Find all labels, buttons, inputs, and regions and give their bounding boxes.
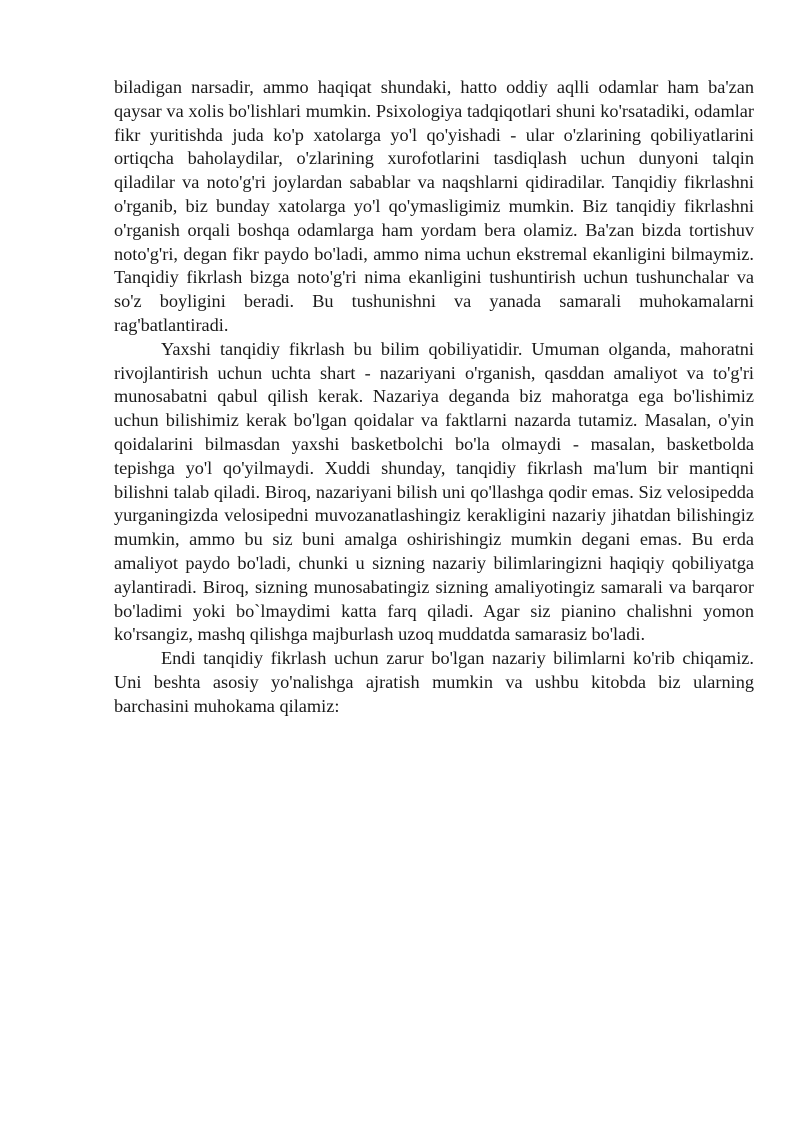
paragraph-skill-conditions: Yaxshi tanqidiy fikrlash bu bilim qobiliyatidir. Umuman olganda, mahoratni rivojlantirish uchun uchta shart - nazariyani o'rganish, qasddan amaliyot va to'g'ri munosabatni qabul qilish kerak. Nazariya deganda biz mahoratga ega bo'lishimiz uchun bilishimiz kerak bo'lgan qoidalar va faktlarni nazarda tutamiz. Masalan, o'yin qoidalarini bilmasdan yaxshi basketbolchi bo'la olmaydi - masalan, basketbolda tepishga yo'l qo'yilmaydi. Xuddi shunday, tanqidiy fikrlash ma'lum bir mantiqni bilishni talab qiladi. Biroq, nazariyani bilish uni qo'llashga qodir emas. Siz velosipedda yurganingizda velosipedni muvozanatlashingiz kerakligini nazariy jihatdan bilishingiz mumkin, ammo bu siz buni amalga oshirishingiz mumkin degani emas. Bu erda amaliyot paydo bo'ladi, chunki u sizning nazariy bilimlaringizni haqiqiy qobiliyatga aylantiradi. Biroq, sizning munosabatingiz sizning amaliyotingiz samarali va barqaror bo'ladimi yoki bo`lmaydimi katta farq qiladi. Agar siz pianino chalishni yomon ko'rsangiz, mashq qilishga majburlash uzoq muddatda samarasiz bo'ladi.	[114, 338, 754, 645]
paragraph-theory-areas: Endi tanqidiy fikrlash uchun zarur bo'lgan nazariy bilimlarni ko'rib chiqamiz. Uni beshta asosiy yo'nalishga ajratish mumkin va ushbu kitobda biz ularning barchasini muhokama qilamiz:	[114, 648, 754, 716]
body-text	[114, 76, 754, 719]
paragraph-continued: biladigan narsadir, ammo haqiqat shundaki, hatto oddiy aqlli odamlar ham ba'zan qaysar va xolis bo'lishlari mumkin. Psixologiya tadqiqotlari shuni ko'rsatadiki, odamlar fikr yuritishda juda ko'p xatolarga yo'l qo'yishadi - ular o'zlarining qobiliyatlarini ortiqcha baholaydilar, o'zlarining xurofotlarini tasdiqlash uchun dunyoni talqin qiladilar va noto'g'ri joylardan sabablar va naqshlarni qidiradilar. Tanqidiy fikrlashni o'rganib, biz bunday xatolarga yo'l qo'ymasligimiz mumkin. Biz tanqidiy fikrlashni o'rganish orqali boshqa odamlarga ham yordam bera olamiz. Ba'zan bizda tortishuv noto'g'ri, degan fikr paydo bo'ladi, ammo nima uchun ekstremal ekanligini bilmaymiz. Tanqidiy fikrlash bizga noto'g'ri nima ekanligini tushuntirish uchun tushunchalar va so'z boyligini beradi. Bu tushunishni va yanada samarali muhokamalarni rag'batlantiradi.	[114, 77, 754, 335]
